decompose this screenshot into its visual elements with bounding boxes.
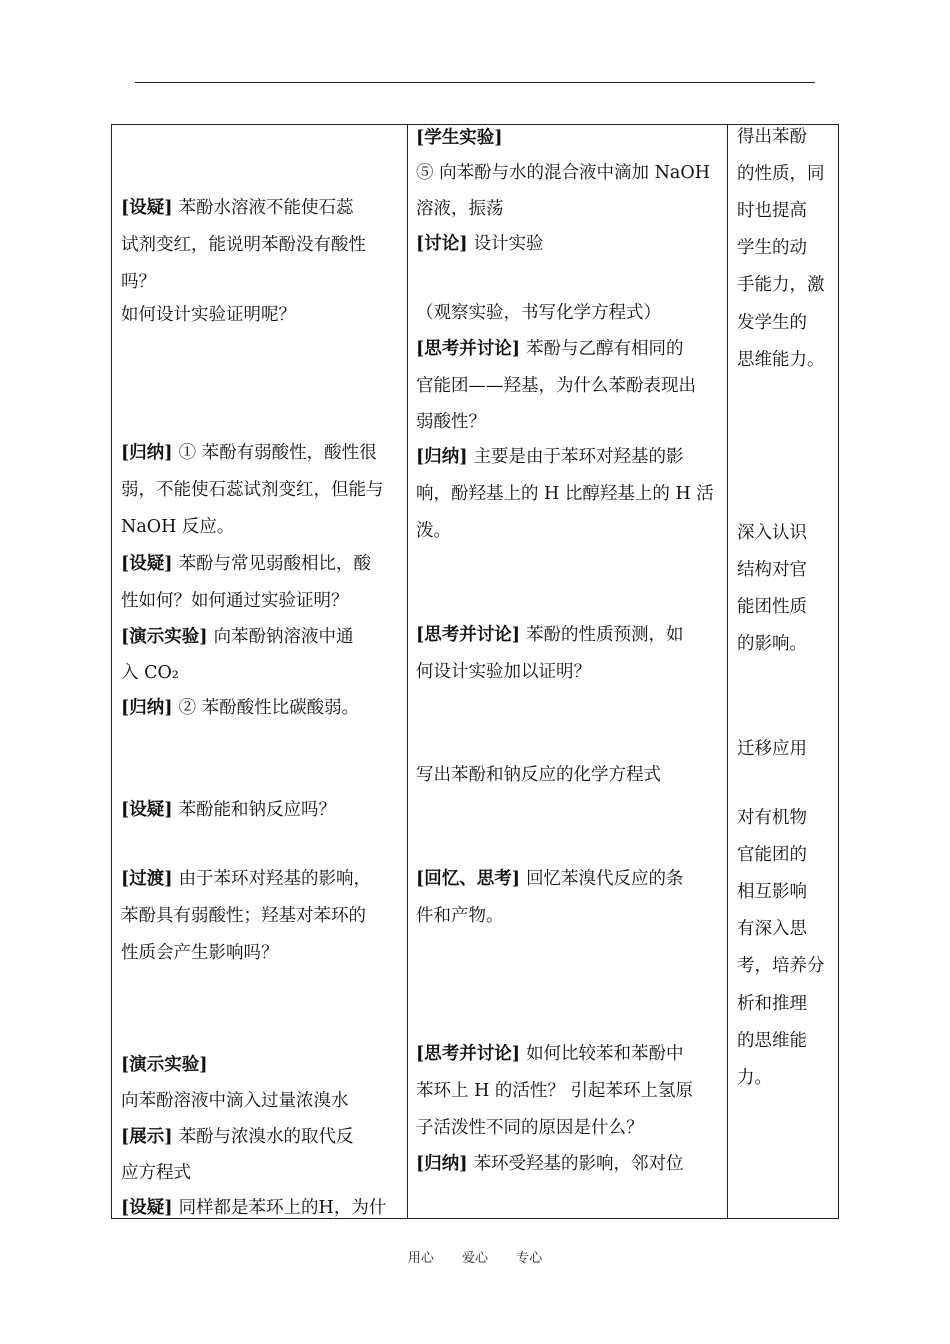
line-text: 弱酸性？ <box>416 412 486 432</box>
column-divider-2 <box>727 125 728 1218</box>
line-text: 苯酚的性质预测，如 <box>526 625 684 645</box>
middle-col-line <box>416 861 684 898</box>
right-col-line <box>737 156 825 193</box>
line-text: 由于苯环对羟基的影响， <box>178 869 372 889</box>
middle-col-line <box>416 898 504 935</box>
right-col-line <box>737 119 807 156</box>
line-text: 吗？ <box>121 272 156 292</box>
line-text: 苯酚能和钠反应吗？ <box>178 800 337 820</box>
section-tag: [学生实验] <box>416 128 503 148</box>
line-text: 如何设计实验证明呢？ <box>121 305 296 325</box>
left-col-line <box>121 435 377 472</box>
middle-col-line <box>416 331 684 368</box>
section-tag: [讨论] <box>416 234 468 254</box>
left-col-line <box>121 861 371 898</box>
right-col-line <box>737 305 807 342</box>
line-text: 性如何？如何通过实验证明？ <box>121 591 349 611</box>
line-text: 对有机物 <box>737 808 807 828</box>
section-tag: [设疑] <box>121 1198 173 1218</box>
line-text: 苯酚与常见弱酸相比，酸 <box>178 554 372 574</box>
line-text: 时也提高 <box>737 201 807 221</box>
line-text: 学生的动 <box>737 238 807 258</box>
right-col-line <box>737 986 807 1023</box>
right-col-line <box>737 193 807 230</box>
right-col-line <box>737 911 807 948</box>
line-text: 深入认识 <box>737 523 807 543</box>
line-text: 回忆苯溴代反应的条 <box>526 869 684 889</box>
right-col-line <box>737 589 807 626</box>
line-text: 如何比较苯和苯酚中 <box>526 1044 684 1064</box>
line-text: 的性质，同 <box>737 164 825 184</box>
page-footer <box>0 1247 950 1266</box>
footer-word: 专心 <box>516 1251 543 1266</box>
section-tag: [归纳] <box>416 447 468 467</box>
line-text: 试剂变红，能说明苯酚没有酸性 <box>121 235 366 255</box>
line-text: 相互影响 <box>737 882 807 902</box>
right-col-line <box>737 552 807 589</box>
left-col-line <box>121 1119 354 1156</box>
line-text: ① 苯酚有弱酸性，酸性很 <box>178 443 377 463</box>
footer-word: 爱心 <box>461 1251 488 1266</box>
section-tag: [回忆、思考] <box>416 869 521 889</box>
section-tag: [演示实验] <box>121 1055 208 1075</box>
left-col-line <box>121 546 371 583</box>
middle-col-line <box>416 439 684 476</box>
middle-col-line <box>416 191 504 228</box>
middle-col-line <box>416 295 661 332</box>
middle-col-line <box>416 1073 693 1110</box>
left-col-line <box>121 190 354 227</box>
line-text: 泼。 <box>416 521 451 541</box>
right-col-line <box>737 874 807 911</box>
section-tag: [思考并讨论] <box>416 1044 521 1064</box>
line-text: ⑤ 向苯酚与水的混合液中滴加 NaOH <box>416 163 710 183</box>
line-text: 向苯酚钠溶液中通 <box>213 627 354 647</box>
line-text: 何设计实验加以证明？ <box>416 662 591 682</box>
left-col-line <box>121 509 234 546</box>
line-text: 响，酚羟基上的 H 比醇羟基上的 H 活 <box>416 484 714 504</box>
left-col-line <box>121 1047 208 1084</box>
line-text: NaOH 反应。 <box>121 517 235 537</box>
column-divider-1 <box>407 125 408 1218</box>
line-text: 设计实验 <box>473 234 544 254</box>
line-text: 苯酚与乙醇有相同的 <box>526 339 684 359</box>
line-text: 苯环受羟基的影响，邻对位 <box>473 1154 684 1174</box>
middle-col-line <box>416 654 591 691</box>
middle-col-line <box>416 1036 684 1073</box>
right-col-line <box>737 800 807 837</box>
left-col-line <box>121 619 354 656</box>
section-tag: [设疑] <box>121 198 173 218</box>
section-tag: [思考并讨论] <box>416 339 521 359</box>
right-col-line <box>737 948 825 985</box>
left-col-line <box>121 898 366 935</box>
section-tag: [过渡] <box>121 869 173 889</box>
line-text: 件和产物。 <box>416 906 504 926</box>
section-tag: [展示] <box>121 1127 173 1147</box>
right-col-line <box>737 1060 772 1097</box>
line-text: ② 苯酚酸性比碳酸弱。 <box>178 698 360 718</box>
line-text: 的影响。 <box>737 634 807 654</box>
middle-col-line <box>416 757 661 794</box>
section-tag: [归纳] <box>416 1154 468 1174</box>
line-text: 主要是由于苯环对羟基的影 <box>473 447 684 467</box>
right-col-line <box>737 626 807 663</box>
left-col-line <box>121 227 366 264</box>
right-col-line <box>737 1023 807 1060</box>
line-text: 子活泼性不同的原因是什么？ <box>416 1118 644 1138</box>
line-text: 应方程式 <box>121 1163 191 1183</box>
line-text: 写出苯酚和钠反应的化学方程式 <box>416 765 661 785</box>
middle-col-line <box>416 476 714 513</box>
middle-col-line <box>416 226 544 263</box>
right-col-line <box>737 837 807 874</box>
line-text: 考，培养分 <box>737 956 825 976</box>
middle-col-line <box>416 120 503 157</box>
left-col-line <box>121 655 179 692</box>
line-text: （观察实验，书写化学方程式） <box>416 303 661 323</box>
section-tag: [演示实验] <box>121 627 208 647</box>
left-col-line <box>121 583 349 620</box>
header-rule <box>135 82 815 83</box>
line-text: 弱，不能使石蕊试剂变红，但能与 <box>121 480 384 500</box>
footer-word: 用心 <box>407 1251 434 1266</box>
middle-col-line <box>416 513 451 550</box>
line-text: 的思维能 <box>737 1031 807 1051</box>
left-col-line <box>121 690 359 727</box>
line-text: 得出苯酚 <box>737 127 807 147</box>
line-text: 溶液，振荡 <box>416 199 504 219</box>
right-col-line <box>737 731 807 768</box>
left-col-line <box>121 935 279 972</box>
line-text: 苯环上 H 的活性？ 引起苯环上氢原 <box>416 1081 693 1101</box>
line-text: 发学生的 <box>737 313 807 333</box>
middle-col-line <box>416 368 696 405</box>
line-text: 同样都是苯环上的H，为什 <box>178 1198 387 1218</box>
section-tag: [归纳] <box>121 698 173 718</box>
line-text: 思维能力。 <box>737 350 825 370</box>
line-text: 入 CO₂ <box>121 663 179 683</box>
left-col-line <box>121 792 336 829</box>
line-text: 有深入思 <box>737 919 807 939</box>
line-text: 性质会产生影响吗？ <box>121 943 279 963</box>
line-text: 官能团——羟基，为什么苯酚表现出 <box>416 376 696 396</box>
right-col-line <box>737 515 807 552</box>
line-text: 能团性质 <box>737 597 807 617</box>
section-tag: [思考并讨论] <box>416 625 521 645</box>
line-text: 苯酚与浓溴水的取代反 <box>178 1127 354 1147</box>
left-col-line <box>121 1155 191 1192</box>
line-text: 迁移应用 <box>737 739 807 759</box>
left-col-line <box>121 1190 386 1227</box>
line-text: 力。 <box>737 1068 772 1088</box>
line-text: 析和推理 <box>737 994 807 1014</box>
middle-col-line <box>416 1146 684 1183</box>
middle-col-line <box>416 404 486 441</box>
line-text: 苯酚具有弱酸性；羟基对苯环的 <box>121 906 366 926</box>
right-col-line <box>737 342 825 379</box>
line-text: 手能力，激 <box>737 275 825 295</box>
line-text: 结构对官 <box>737 560 807 580</box>
middle-col-line <box>416 1110 644 1147</box>
line-text: 向苯酚溶液中滴入过量浓溴水 <box>121 1091 349 1111</box>
line-text: 官能团的 <box>737 845 807 865</box>
right-col-line <box>737 267 825 304</box>
left-col-line <box>121 1083 349 1120</box>
left-col-line <box>121 264 156 301</box>
right-col-line <box>737 230 807 267</box>
section-tag: [设疑] <box>121 554 173 574</box>
middle-col-line <box>416 617 684 654</box>
middle-col-line <box>416 155 710 192</box>
line-text: 苯酚水溶液不能使石蕊 <box>178 198 354 218</box>
section-tag: [归纳] <box>121 443 173 463</box>
left-col-line <box>121 297 296 334</box>
section-tag: [设疑] <box>121 800 173 820</box>
left-col-line <box>121 472 384 509</box>
